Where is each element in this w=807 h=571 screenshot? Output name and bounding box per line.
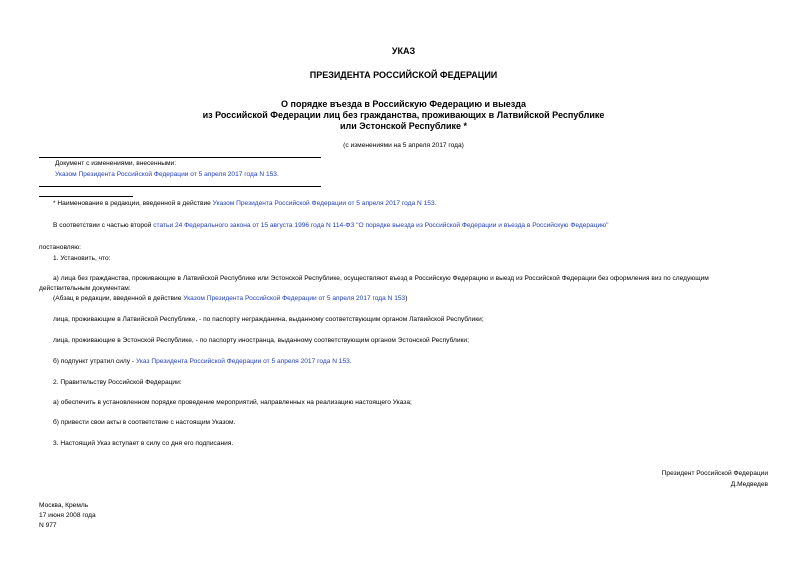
signature-name: Д.Медведев xyxy=(730,481,768,488)
signature-position: Президент Российской Федерации xyxy=(661,470,768,477)
item-1a-line-2: действительным документам: xyxy=(39,285,131,292)
preamble-law-link[interactable]: статьи 24 Федерального закона от 15 августа 1996 года N 114-ФЗ "О порядке выезда из Российской Федерации и въезда в Российскую Федерацию" xyxy=(153,222,609,229)
item-3: 3. Настоящий Указ вступает в силу со дня его подписания. xyxy=(53,440,234,447)
footnote xyxy=(53,200,436,208)
document-number: N 977 xyxy=(39,522,57,529)
signing-place: Москва, Кремль xyxy=(39,502,89,509)
item-1b xyxy=(53,358,352,366)
heading-line-1: О порядке въезда в Российскую Федерацию и выезда xyxy=(281,99,526,109)
signing-date: 17 июня 2008 года xyxy=(39,512,96,519)
issuer: ПРЕЗИДЕНТА РОССИЙСКОЙ ФЕДЕРАЦИИ xyxy=(309,70,498,80)
preamble-text: В соответствии с частью второй xyxy=(53,222,152,229)
item-1b-text: б) подпункт утратил силу - xyxy=(53,358,135,365)
item-1a-note-close: ) xyxy=(405,295,408,302)
footnote-rule xyxy=(39,196,133,197)
footnote-text: * Наименование в редакции, введенной в действие xyxy=(53,200,211,207)
item-1a-line-1: а) лица без гражданства, проживающие в Латвийской Республике или Эстонской Республике, осуществляют въезд в Российскую Федерацию и выезд из Российской Федерации без оформления виз по следующим xyxy=(53,275,709,282)
heading-line-3: или Эстонской Республике * xyxy=(339,120,468,131)
edition-note: (с изменениями на 5 апреля 2017 года) xyxy=(343,142,464,149)
item-2: 2. Правительству Российской Федерации: xyxy=(53,379,182,386)
item-1a-note-text: (Абзац в редакции, введенной в действие xyxy=(53,295,182,302)
footnote-link[interactable]: Указом Президента Российской Федерации от 5 апреля 2017 года N 153. xyxy=(212,200,437,207)
item-1a-latvia: лица, проживающие в Латвийской Республике, - по паспорту негражданина, выданному соответствующим органом Латвийской Республики; xyxy=(53,316,484,323)
item-2b: б) привести свои акты в соответствие с настоящим Указом. xyxy=(53,419,236,426)
changes-top-rule xyxy=(39,157,321,158)
decree-word: постановляю: xyxy=(39,244,82,251)
item-1a-estonia: лица, проживающие в Эстонской Республике, - по паспорту иностранца, выданному соответствующим органом Эстонской Республики; xyxy=(53,337,469,344)
preamble xyxy=(53,222,608,230)
document-type: УКАЗ xyxy=(391,46,416,56)
item-1b-link[interactable]: Указ Президента Российской Федерации от 5 апреля 2017 года N 153. xyxy=(135,358,352,365)
item-1a-note xyxy=(53,295,407,303)
document-heading xyxy=(0,99,807,132)
item-1a-note-link[interactable]: Указом Президента Российской Федерации от 5 апреля 2017 года N 153 xyxy=(183,295,406,302)
changes-label: Документ с изменениями, внесенными: xyxy=(55,160,177,167)
changes-link[interactable]: Указом Президента Российской Федерации от 5 апреля 2017 года N 153. xyxy=(55,171,279,178)
heading-line-2: из Российской Федерации лиц без гражданства, проживающих в Латвийской Республике xyxy=(202,109,605,120)
item-1: 1. Установить, что: xyxy=(53,255,111,262)
changes-bottom-rule xyxy=(39,186,321,187)
item-2a: а) обеспечить в установленном порядке проведение мероприятий, направленных на реализацию настоящего Указа; xyxy=(53,399,412,406)
